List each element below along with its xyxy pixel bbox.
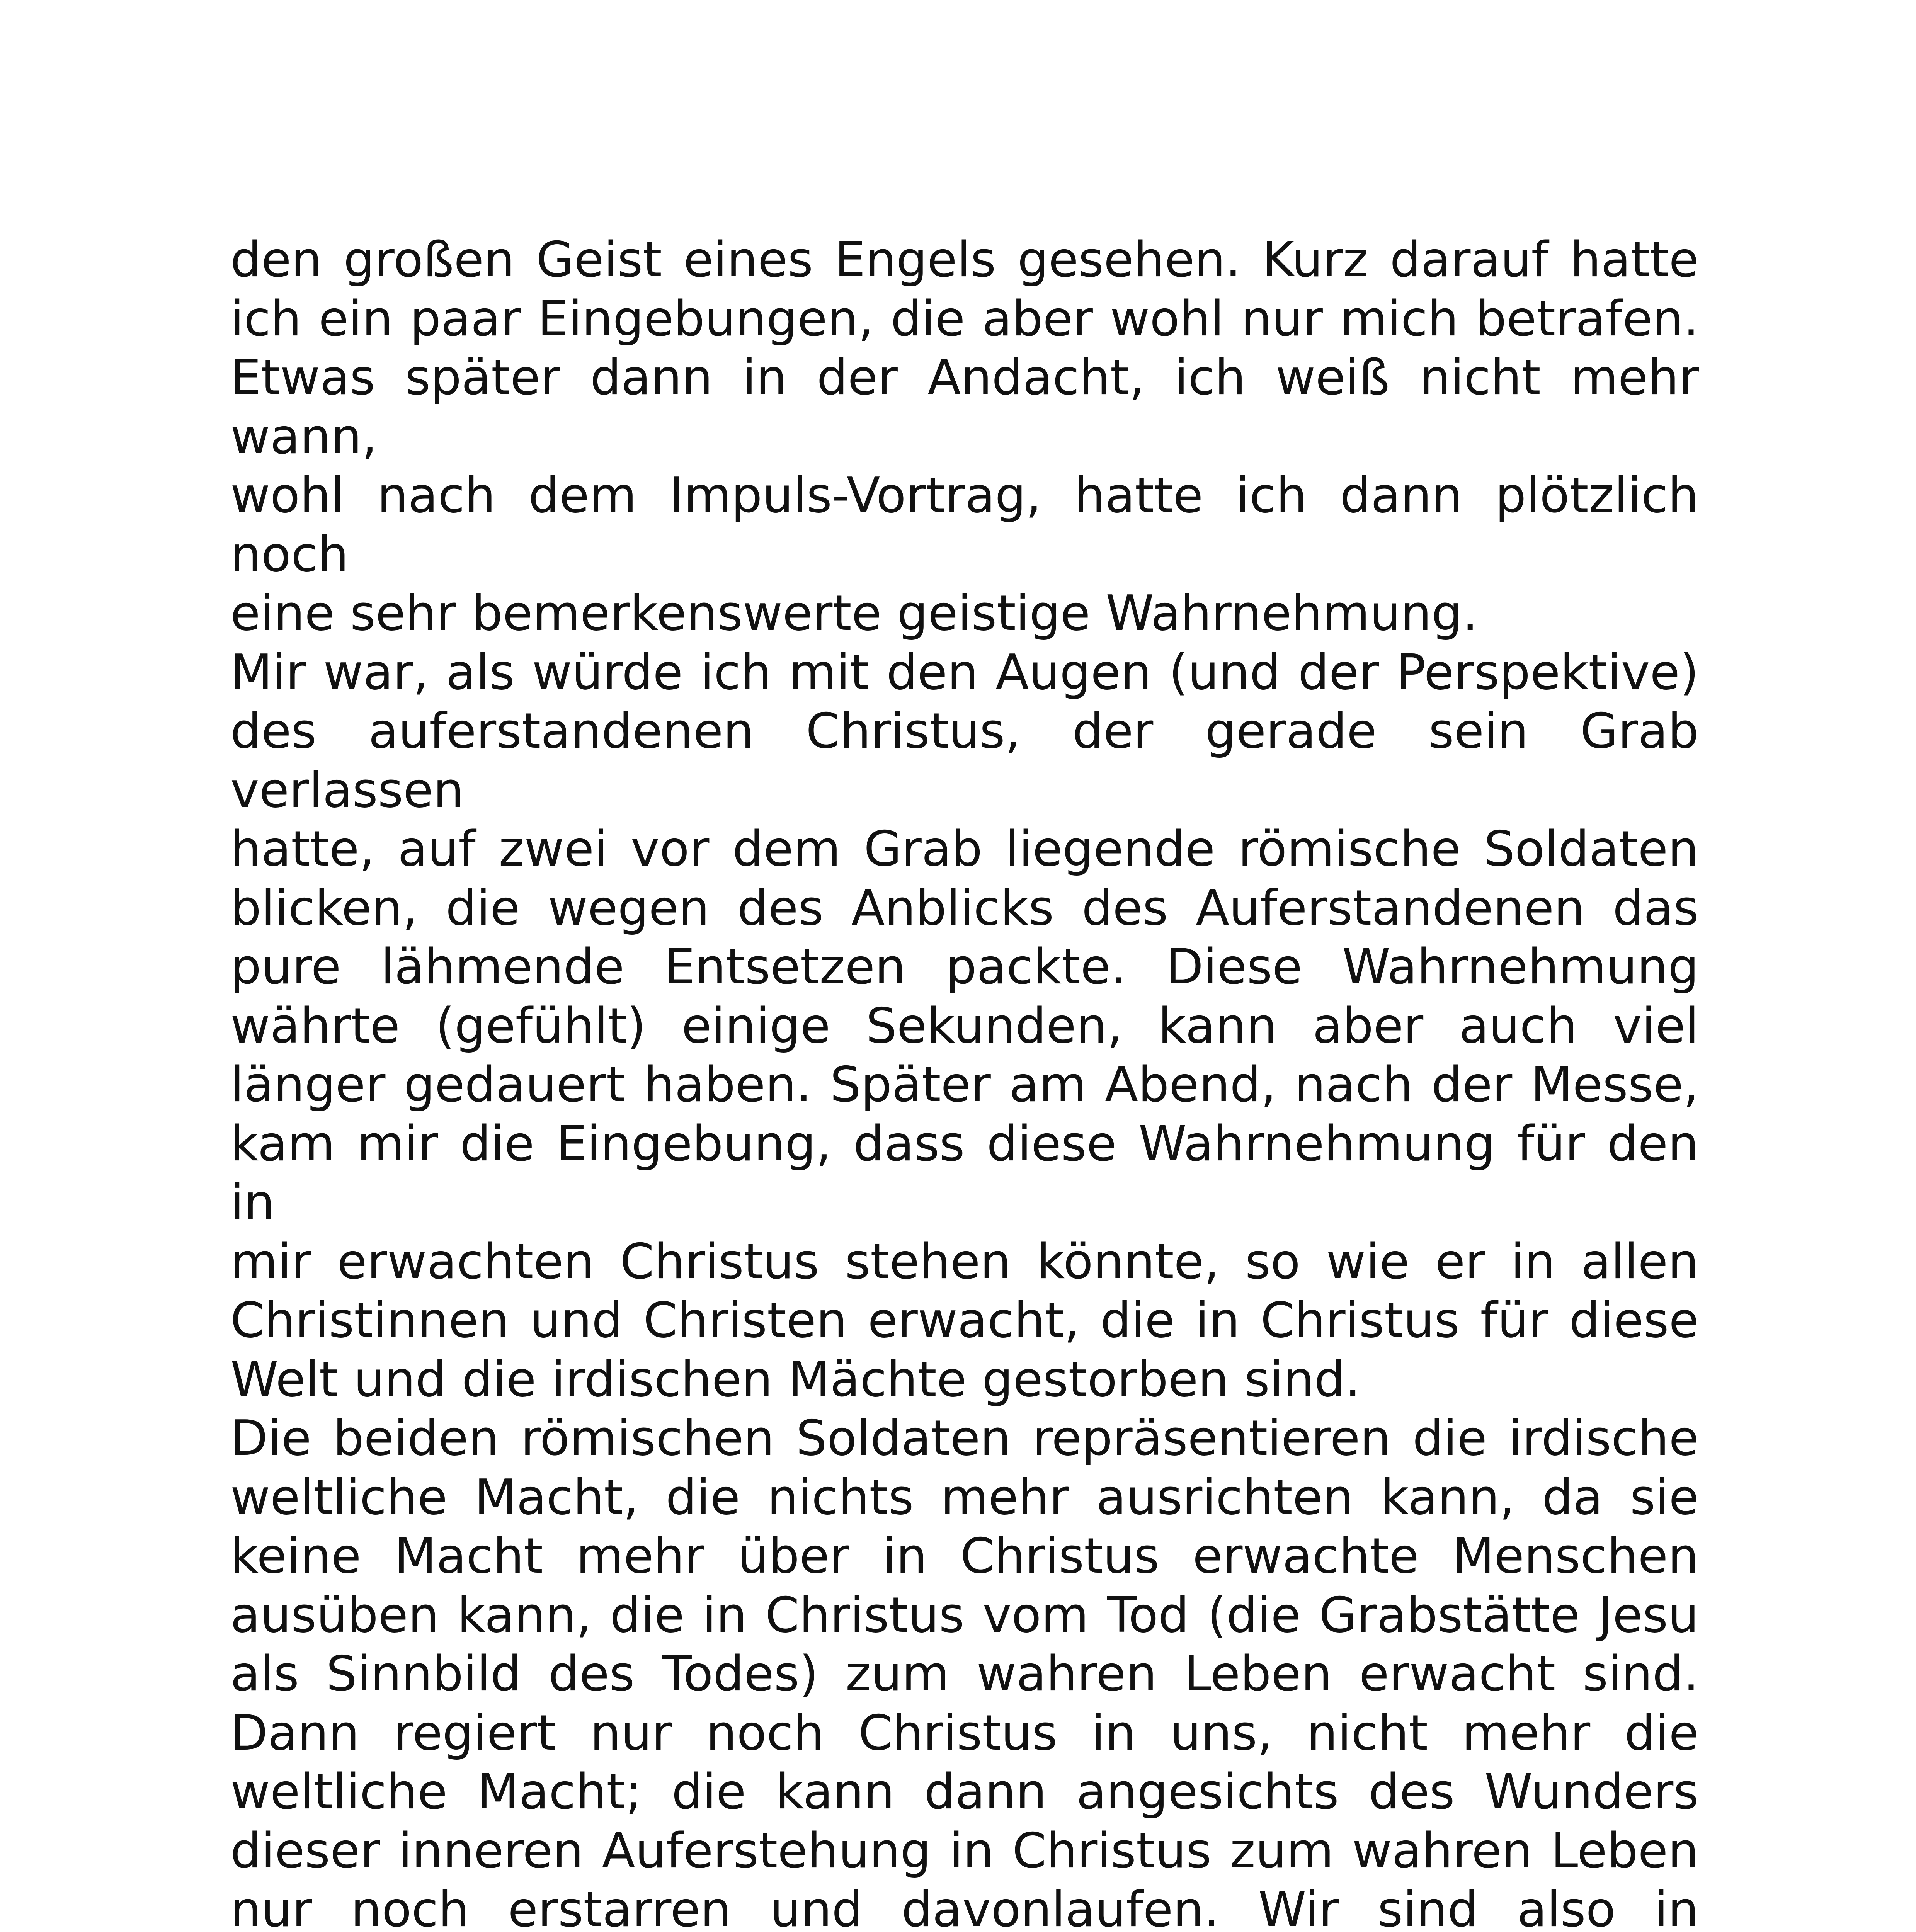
text-line: länger gedauert haben. Später am Abend, nach der Messe, [230,1056,1699,1113]
text-line: Christinnen und Christen erwacht, die in Christus für diese [230,1292,1699,1349]
text-line: wohl nach dem Impuls-Vortrag, hatte ich dann plötzlich noch [230,467,1699,583]
text-line: hatte, auf zwei vor dem Grab liegende römische Soldaten [230,820,1699,877]
text-line: Etwas später dann in der Andacht, ich weiß nicht mehr wann, [230,349,1699,465]
body-text [230,230,1699,1932]
text-line: eine sehr bemerkenswerte geistige Wahrnehmung. [230,585,1478,641]
paragraph-1 [230,230,1699,643]
text-line: weltliche Macht; die kann dann angesichts des Wunders [230,1763,1699,1820]
text-line: weltliche Macht, die nichts mehr ausrichten kann, da sie [230,1468,1699,1526]
paragraph-3 [230,1409,1699,1932]
text-line: pure lähmende Entsetzen packte. Diese Wahrnehmung [230,938,1699,995]
text-line: nur noch erstarren und davonlaufen. Wir sind also in [230,1881,1699,1932]
text-line: ich ein paar Eingebungen, die aber wohl nur mich betrafen. [230,290,1699,347]
text-line: Die beiden römischen Soldaten repräsentieren die irdische [230,1410,1699,1466]
text-line: kam mir die Eingebung, dass diese Wahrnehmung für den in [230,1115,1699,1231]
text-line: Welt und die irdischen Mächte gestorben sind. [230,1350,1361,1408]
text-line: des auferstandenen Christus, der gerade sein Grab verlassen [230,702,1699,818]
text-line: als Sinnbild des Todes) zum wahren Leben erwacht sind. [230,1645,1699,1702]
text-line: blicken, die wegen des Anblicks des Auferstandenen das [230,879,1699,936]
text-line: Mir war, als würde ich mit den Augen (und der Perspektive) [230,643,1699,701]
paragraph-2 [230,643,1699,1409]
text-line: ausüben kann, die in Christus vom Tod (die Grabstätte Jesu [230,1586,1699,1643]
text-line: keine Macht mehr über in Christus erwachte Menschen [230,1527,1699,1584]
text-line: den großen Geist eines Engels gesehen. Kurz darauf hatte [230,231,1699,288]
text-line: dieser inneren Auferstehung in Christus zum wahren Leben [230,1822,1699,1879]
text-line: Dann regiert nur noch Christus in uns, nicht mehr die [230,1704,1699,1761]
text-line: währte (gefühlt) einige Sekunden, kann aber auch viel [230,997,1699,1054]
text-line: mir erwachten Christus stehen könnte, so wie er in allen [230,1233,1699,1290]
